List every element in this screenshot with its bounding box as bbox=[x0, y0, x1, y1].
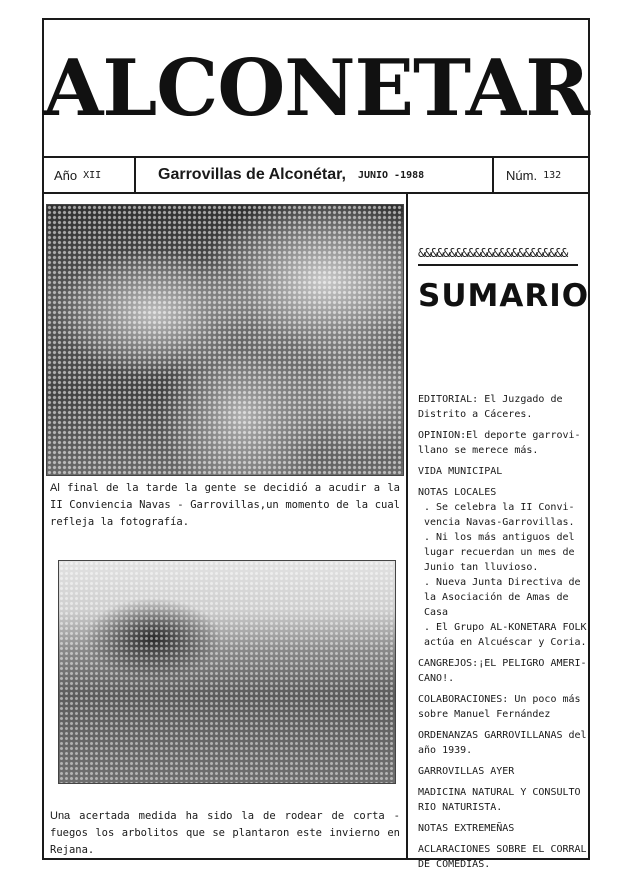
toc-item bbox=[418, 728, 588, 758]
toc-item-text: VIDA MUNICIPAL bbox=[418, 466, 503, 477]
toc-item-text: NOTAS LOCALES bbox=[418, 487, 497, 498]
toc-item bbox=[418, 821, 588, 836]
photo-column bbox=[44, 194, 406, 858]
toc-item bbox=[418, 656, 588, 686]
sumario-column bbox=[406, 194, 590, 870]
place-cell bbox=[136, 158, 494, 192]
newspaper-title: ALCONETAR bbox=[42, 42, 590, 134]
caption-lead: Una bbox=[50, 810, 71, 822]
toc-item-text: CANGREJOS:¡EL PELIGRO AMERI- CANO!. bbox=[418, 658, 587, 684]
number-value: 132 bbox=[543, 169, 562, 181]
photo-caption bbox=[50, 480, 400, 531]
photo-convivencia bbox=[46, 204, 404, 476]
year-value: XII bbox=[83, 169, 102, 181]
number-cell bbox=[494, 158, 588, 192]
year-cell bbox=[44, 158, 136, 192]
toc-item bbox=[418, 392, 588, 422]
toc-item bbox=[418, 785, 588, 815]
toc-item bbox=[418, 485, 588, 650]
sumario-title: SUMARIO bbox=[418, 278, 590, 314]
toc-subitem: . Ni los más antiguos del lugar recuerdan un mes de Junio tan lluvioso. bbox=[424, 532, 575, 573]
caption-text: acertada medida ha sido la de rodear de corta - fuegos los arbolitos que se plantaron este invierno en Rejana. bbox=[50, 810, 400, 856]
toc-item-text: COLABORACIONES: Un poco más sobre Manuel Fernández bbox=[418, 694, 581, 720]
info-bar bbox=[44, 158, 588, 194]
masthead bbox=[44, 20, 588, 158]
toc-item-text: EDITORIAL: El Juzgado de Distrito a Cáceres. bbox=[418, 394, 563, 420]
toc-item bbox=[418, 692, 588, 722]
year-label: Año bbox=[54, 167, 78, 183]
caption-lead: Al bbox=[50, 482, 60, 494]
toc-item bbox=[418, 764, 588, 779]
toc-item-text: ACLARACIONES SOBRE EL CORRAL DE COMEDIAS. bbox=[418, 844, 587, 870]
toc-subitem: . El Grupo AL-KONETARA FOLK actúa en Alcuéscar y Coria. bbox=[424, 622, 587, 648]
toc-subitem: . Nueva Junta Directiva de la Asociación de Amas de Casa bbox=[424, 577, 581, 618]
table-of-contents bbox=[418, 392, 588, 878]
place-name: Garrovillas de Alconétar, bbox=[158, 166, 346, 183]
toc-subitem: . Se celebra la II Convi- vencia Navas-Garrovillas. bbox=[424, 502, 575, 528]
toc-item bbox=[418, 464, 588, 479]
toc-item-text: MADICINA NATURAL Y CONSULTO RIO NATURISTA. bbox=[418, 787, 581, 813]
decorative-border: &&&&&&&&&&&&&&&&&&&&&&&& bbox=[418, 244, 578, 266]
toc-item-text: OPINION:El deporte garrovi- llano se merece más. bbox=[418, 430, 581, 456]
content-area bbox=[44, 194, 590, 870]
newspaper-frame bbox=[42, 18, 590, 870]
number-label: Núm. bbox=[506, 167, 538, 183]
toc-item bbox=[418, 842, 588, 872]
photo-caption bbox=[50, 808, 400, 859]
photo-cortafuegos bbox=[58, 560, 396, 784]
toc-item-text: GARROVILLAS AYER bbox=[418, 766, 515, 777]
toc-item-text: NOTAS EXTREMEÑAS bbox=[418, 823, 515, 834]
caption-text: final de la tarde la gente se decidió a acudir a la II Conviencia Navas - Garrovillas,un momento de la cual refleja la fotografía. bbox=[50, 482, 400, 528]
issue-date: JUNIO -1988 bbox=[357, 169, 425, 181]
toc-item-text: ORDENANZAS GARROVILLANAS del año 1939. bbox=[418, 730, 587, 756]
toc-item bbox=[418, 428, 588, 458]
